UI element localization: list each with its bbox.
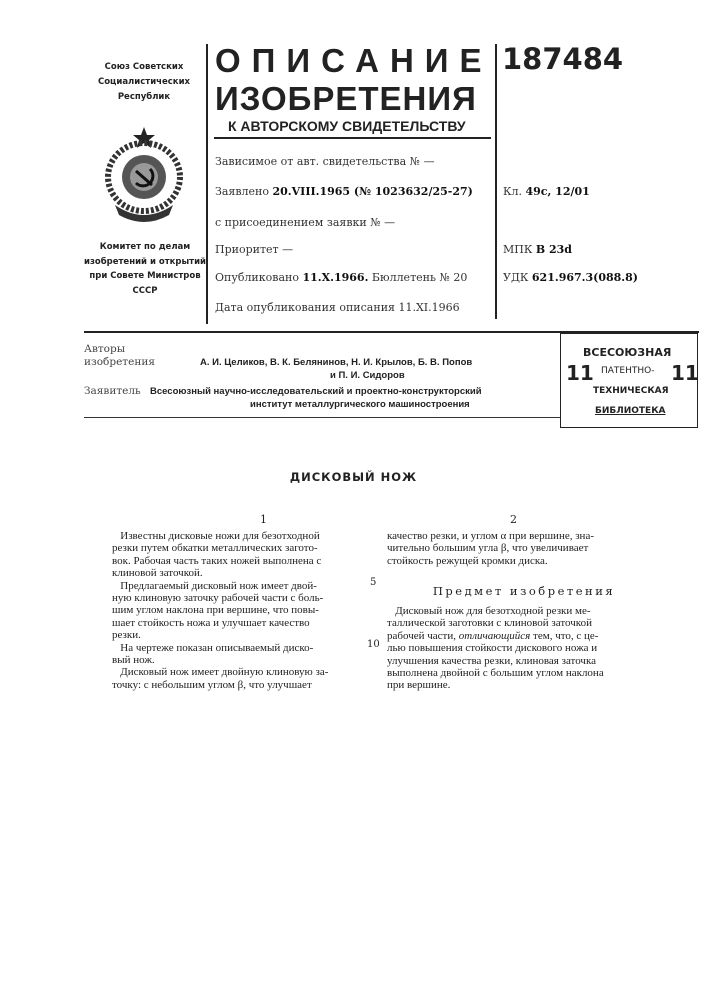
text-line: вый нож. bbox=[112, 654, 362, 666]
text-line: шает стойкость ножа и улучшает качество bbox=[112, 617, 362, 629]
applicant-line: Всесоюзный научно-исследовательский и проектно-конструкторский bbox=[150, 386, 482, 397]
text-line: стойкость режущей кромки диска. bbox=[387, 555, 665, 567]
text-line bbox=[387, 630, 665, 642]
applicant-line: институт металлургического машиностроения bbox=[250, 399, 470, 410]
doc-type-title: ИЗОБРЕТЕНИЯ bbox=[215, 80, 477, 118]
text-line: клиновой заточкой. bbox=[112, 567, 362, 579]
class-field bbox=[503, 185, 590, 198]
text-line: Известны дисковые ножи для безотходной bbox=[112, 530, 362, 542]
line-number: 10 bbox=[367, 639, 380, 650]
committee-line: изобретений и открытий bbox=[80, 255, 210, 270]
text-line: шим углом наклона при вершине, что повы- bbox=[112, 604, 362, 616]
stamp-line: ПАТЕНТНО- bbox=[601, 366, 654, 376]
patent-number: 187484 bbox=[502, 42, 623, 76]
text-line: лью повышения стойкости дискового ножа и bbox=[387, 642, 665, 654]
stamp-line: ТЕХНИЧЕСКАЯ bbox=[593, 386, 669, 396]
text: рабочей части, bbox=[387, 630, 459, 642]
text-line: резки. bbox=[112, 629, 362, 641]
text-line: качество резки, и углом α при вершине, зна- bbox=[387, 530, 665, 542]
authors-label bbox=[84, 343, 155, 369]
text-line: при вершине. bbox=[387, 679, 665, 691]
stamp-line: ВСЕСОЮЗНАЯ bbox=[583, 346, 671, 359]
line-number: 5 bbox=[370, 577, 376, 588]
priority-field: Приоритет — bbox=[215, 243, 293, 256]
text-line: точку: с небольшим углом β, что улучшает bbox=[112, 679, 362, 691]
divider bbox=[495, 44, 497, 319]
text: тем, что, с це- bbox=[530, 630, 598, 642]
dependent-field: Зависимое от авт. свидетельства № — bbox=[215, 155, 435, 168]
column-number: 1 bbox=[260, 513, 267, 526]
label: Авторы bbox=[84, 343, 155, 356]
text-line: улучшения качества резки, клиновая заточка bbox=[387, 655, 665, 667]
claim-text bbox=[387, 605, 665, 692]
ussr-emblem-icon bbox=[103, 125, 185, 225]
udk-field bbox=[503, 271, 638, 284]
label: УДК bbox=[503, 271, 528, 284]
committee-label bbox=[80, 240, 210, 298]
label: МПК bbox=[503, 243, 532, 256]
value: В 23d bbox=[536, 243, 572, 256]
text-line: выполнена двойной с большим углом наклона bbox=[387, 667, 665, 679]
authors-line: и П. И. Сидоров bbox=[330, 370, 405, 381]
joined-field: с присоединением заявки № — bbox=[215, 216, 395, 229]
library-stamp bbox=[560, 333, 698, 428]
text-line: Дисковый нож имеет двойную клиновую за- bbox=[112, 666, 362, 678]
column-1-text bbox=[112, 530, 362, 691]
text-line: Дисковый нож для безотходной резки ме- bbox=[387, 605, 665, 617]
text-line: таллической заготовки с клиновой заточкой bbox=[387, 617, 665, 629]
stamp-mark: 11 bbox=[566, 362, 594, 384]
stamp-mark: 11 bbox=[671, 362, 699, 384]
divider bbox=[214, 137, 491, 139]
country-header bbox=[84, 60, 204, 105]
text-line: резки путем обкатки металлических загото- bbox=[112, 542, 362, 554]
bulletin: Бюллетень № 20 bbox=[372, 271, 467, 284]
document-title: ДИСКОВЫЙ НОЖ bbox=[0, 470, 707, 484]
label: Кл. bbox=[503, 185, 522, 198]
header-line: Республик bbox=[84, 90, 204, 105]
text-line: ную клиновую заточку рабочей части с боль- bbox=[112, 592, 362, 604]
published-field bbox=[215, 271, 467, 284]
text-line: Предлагаемый дисковый нож имеет двой- bbox=[112, 580, 362, 592]
value: 20.VIII.1965 (№ 1023632/25-27) bbox=[273, 185, 473, 198]
applicant-label: Заявитель bbox=[84, 385, 141, 397]
filed-field bbox=[215, 185, 473, 198]
header-line: Социалистических bbox=[84, 75, 204, 90]
value: 621.967.3(088.8) bbox=[532, 271, 638, 284]
claims-heading: Предмет изобретения bbox=[385, 584, 663, 598]
divider bbox=[206, 44, 208, 324]
italic-term: отличающийся bbox=[459, 630, 531, 642]
value: 49с, 12/01 bbox=[526, 185, 590, 198]
column-number: 2 bbox=[510, 513, 517, 526]
committee-line: при Совете Министров bbox=[80, 269, 210, 284]
text-line: На чертеже показан описываемый диско- bbox=[112, 642, 362, 654]
committee-line: Комитет по делам bbox=[80, 240, 210, 255]
committee-line: СССР bbox=[80, 284, 210, 299]
doc-type-title: ОПИСАНИЕ bbox=[215, 42, 493, 80]
mpk-field bbox=[503, 243, 572, 256]
desc-date-field: Дата опубликования описания 11.XI.1966 bbox=[215, 301, 460, 314]
value: 11.X.1966. bbox=[302, 271, 368, 284]
label: Заявлено bbox=[215, 185, 269, 198]
header-line: Союз Советских bbox=[84, 60, 204, 75]
column-2-text bbox=[387, 530, 665, 567]
authors-line: А. И. Целиков, В. К. Белянинов, Н. И. Крылов, Б. В. Попов bbox=[200, 357, 472, 368]
text-line: вок. Рабочая часть таких ножей выполнена с bbox=[112, 555, 362, 567]
stamp-line: БИБЛИОТЕКА bbox=[595, 406, 666, 416]
text-line: чительно большим угла β, что увеличивает bbox=[387, 542, 665, 554]
doc-subtitle: К АВТОРСКОМУ СВИДЕТЕЛЬСТВУ bbox=[228, 118, 466, 134]
label: Опубликовано bbox=[215, 271, 299, 284]
label: изобретения bbox=[84, 356, 155, 369]
divider bbox=[84, 417, 560, 418]
